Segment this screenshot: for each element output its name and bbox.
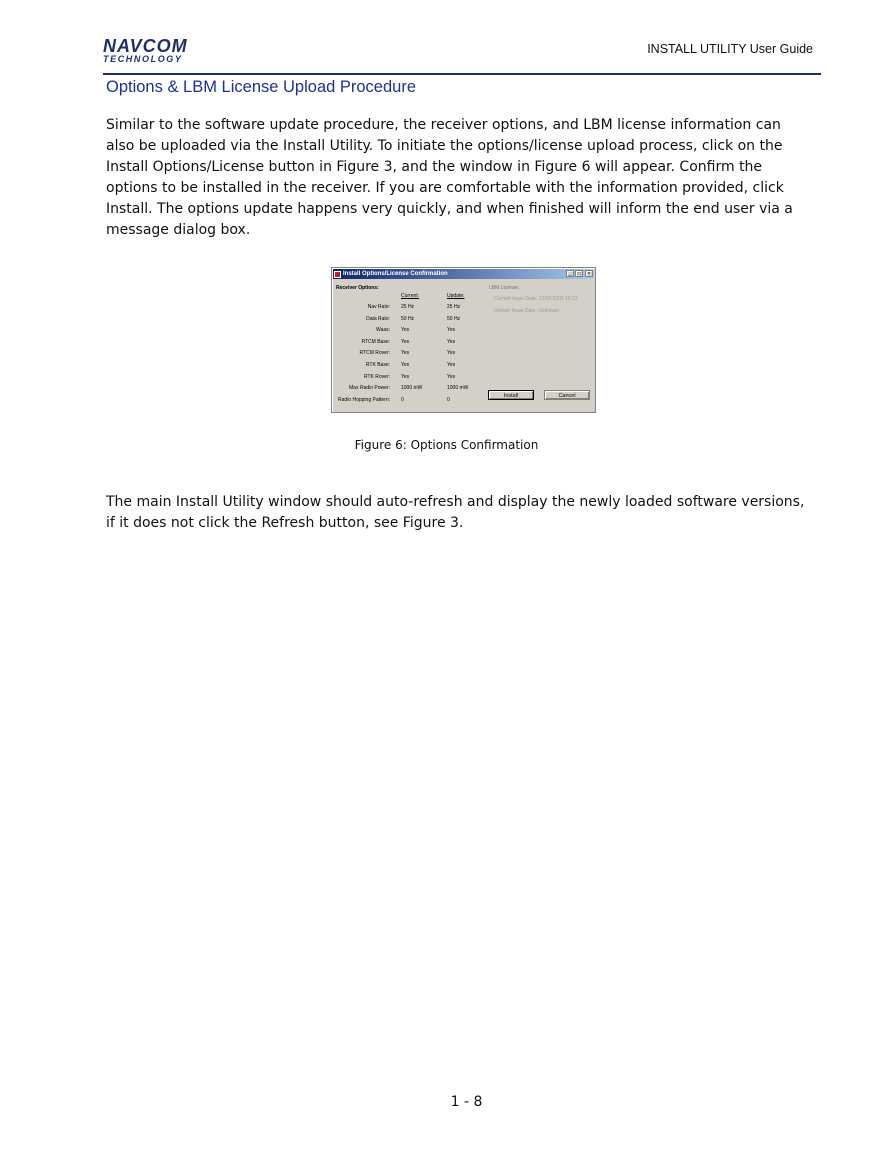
minimize-button[interactable]: _ (566, 270, 574, 277)
option-current-value: Yes (401, 350, 410, 357)
app-icon (334, 271, 341, 278)
option-label: RTK Rover: (363, 373, 390, 380)
option-update-value: 0 (447, 396, 450, 403)
guide-title: INSTALL UTILITY User Guide (647, 42, 813, 56)
update-column-header: Update: (447, 293, 465, 299)
lbm-license-label: LBM License: (489, 285, 520, 291)
lbm-current-issue-date: Current Issue Date: 12/07/2006 16:13 (494, 296, 578, 302)
logo-line-1: NAVCOM (103, 36, 188, 56)
options-confirmation-dialog (331, 267, 596, 413)
option-label: Radio Hopping Pattern: (338, 396, 390, 403)
option-current-value: 1000 mW (401, 385, 423, 392)
option-current-value: Yes (401, 338, 410, 345)
option-label: RTK Base: (365, 362, 390, 368)
section-title: Options & LBM License Upload Procedure (106, 78, 417, 96)
option-update-value: Yes (447, 338, 456, 345)
option-update-value: 50 Hz (447, 315, 461, 322)
current-column-header: Current: (401, 293, 420, 299)
option-update-value: Yes (447, 373, 456, 380)
logo-line-2: TECHNOLOGY (103, 54, 183, 64)
header-rule (103, 73, 821, 75)
maximize-button[interactable]: □ (575, 270, 583, 277)
option-label: RTCM Base: (361, 338, 390, 345)
lbm-update-issue-date: Update Issue Date: Unknown (494, 308, 560, 314)
page-number: 1 - 8 (450, 1094, 483, 1110)
option-label: RTCM Rover: (359, 350, 390, 357)
option-label: Waas: (376, 327, 390, 334)
closing-paragraph: The main Install Utility window should auto-refresh and display the newly loaded software versions, if it does not click the Refresh button, see Figure 3. (106, 494, 805, 531)
option-update-value: Yes (447, 362, 456, 368)
option-current-value: Yes (401, 362, 410, 368)
option-update-value: Yes (447, 327, 456, 334)
dialog-titlebar (333, 269, 594, 279)
option-current-value: 25 Hz (401, 304, 415, 310)
receiver-options-label: Receiver Options: (336, 285, 379, 291)
option-update-value: 1000 mW (447, 385, 469, 392)
option-label: Max Radio Power: (349, 385, 390, 392)
option-current-value: Yes (401, 327, 410, 334)
intro-paragraph: Similar to the software update procedure, the receiver options, and LBM license information can also be uploaded via the Install Utility. To initiate the options/license upload process, click on the Install Options/License button in Figure 3, and the window in Figure 6 will appear. Confirm the options to be installed in the receiver. If you are comfortable with the information provided, click Install. The options update happens very quickly, and when finished will inform the end user via a message dialog box. (106, 117, 793, 238)
close-button[interactable]: × (585, 270, 593, 277)
option-current-value: 50 Hz (401, 315, 415, 322)
option-current-value: Yes (401, 373, 410, 380)
navcom-logo (103, 38, 216, 62)
option-update-value: 25 Hz (447, 304, 461, 310)
figure-caption: Figure 6: Options Confirmation (354, 438, 539, 452)
cancel-button[interactable]: Cancel (544, 390, 590, 400)
option-label: Data Rate: (366, 315, 390, 322)
option-label: Nav Rate: (367, 304, 390, 310)
install-button[interactable]: Install (488, 390, 534, 400)
option-current-value: 0 (401, 396, 404, 403)
dialog-title: Install Options/License Confirmation (343, 271, 448, 277)
option-update-value: Yes (447, 350, 456, 357)
